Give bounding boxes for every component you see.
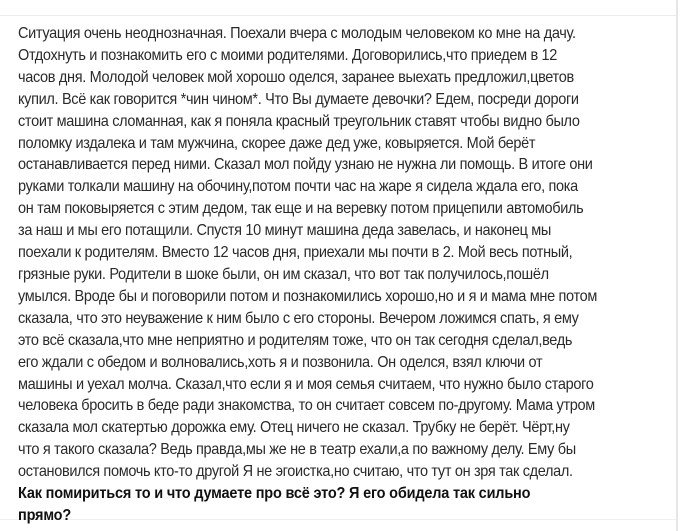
top-divider [0, 15, 676, 16]
post-line: Отдохнуть и познакомить его с моими родителями. Договорились,что приедем в 12 [18, 46, 558, 64]
post-line: человека бросить в беде ради знакомства, то он считает совсем по-другому. Мама утром [18, 397, 595, 415]
post-line: это всё сказала,что мне неприятно и родителям тоже, что он так сегодня сделал,ведь [18, 331, 573, 349]
post-line: руками толкали машину на обочину,потом почти час на жаре я сидела ждала его, пока [18, 178, 578, 196]
question-line: прямо? [18, 506, 72, 524]
post-line: грязные руки. Родители в шоке были, он им сказал, что вот так получилось,пошёл [18, 265, 549, 283]
post-line: его ждали с обедом и волновались,хоть я и позвонила. Он оделся, взял ключи от [18, 353, 543, 371]
post-line: часов дня. Молодой человек мой хорошо оделся, заранее выехать предложил,цветов [18, 68, 574, 86]
post-line: поломку издалека и там мужчина, скорее даже дед уже, ковыряется. Мой берёт [18, 134, 536, 152]
post-line: стоит машина сломанная, как я поняла красный треугольник ставят чтобы видно было [18, 112, 580, 130]
post-line: сказала мол скатертью дорожка ему. Отец ничего не сказал. Трубку не берёт. Чёрт,ну [18, 419, 570, 437]
post-question [18, 483, 623, 527]
post-line: он там поковыряется с этим дедом, так еще и на веревку потом прицепили автомобиль [18, 200, 584, 218]
post-line: за наш и мы его потащили. Спустя 10 минут машина деда завелась, и наконец мы [18, 222, 552, 240]
post-story-paragraph [18, 23, 623, 483]
post-line: умылся. Вроде бы и поговорили потом и познакомились хорошо,но и я и мама мне потом [18, 287, 598, 305]
post-line: остановился помочь кто-то другой Я не эгоистка,но считаю, что тут он зря так сделал. [18, 463, 573, 481]
right-divider [676, 0, 678, 531]
post-line: Ситуация очень неоднозначная. Поехали вчера с молодым человеком ко мне на дачу. [18, 25, 576, 42]
post-line: купил. Всё как говорится *чин чином*. Что Вы думаете девочки? Едем, посреди дороги [18, 90, 579, 108]
post-line: останавливается перед ними. Сказал мол пойду узнаю не нужна ли помощь. В итоге они [18, 156, 593, 174]
post-line: машины и уехал молча. Сказал,что если я и моя семья считаем, что нужно было старого [18, 375, 594, 393]
post-line: сказала, что это неуважение к ним было с его стороны. Вечером ложимся спать, я ему [18, 309, 579, 327]
post-line: что я такого сказала? Ведь правда,мы же не в театр ехали,а по важному делу. Ему бы [18, 441, 576, 459]
question-line: Как помириться то и что думаете про всё это? Я его обидела так сильно [18, 485, 531, 503]
post-line: поехали к родителям. Вместо 12 часов дня, приехали мы почти в 2. Мой весь потный, [18, 244, 573, 262]
post-body [18, 23, 623, 527]
